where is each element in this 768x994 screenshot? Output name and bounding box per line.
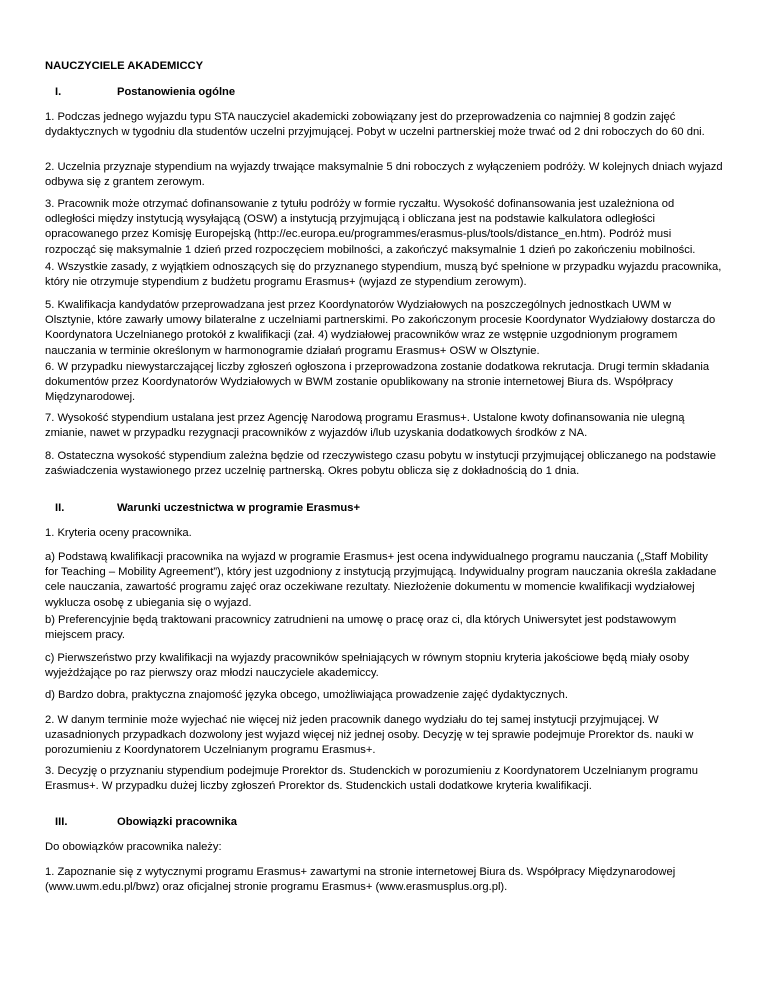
paragraph: a) Podstawą kwalifikacji pracownika na wyjazd w programie Erasmus+ jest ocena indywidualnego programu nauczania („Staff Mobility for Teaching – Mobility Agreement”), który jest uzgodniony z instytucją przyjmującą. Indywidualny program nauczania określa zakładane cele nauczania, zawartość programu zajęć oraz oczekiwane rezultaty. Niezłożenie dokumentu w momencie kwalifikacji wydziałowej wyklucza osobę z ubiegania się o wyjazd. [45,551,717,609]
paragraph: b) Preferencyjnie będą traktowani pracownicy zatrudnieni na umowę o pracę oraz ci, dla których Uniwersytet jest podstawowym miejscem pracy. [45,614,677,642]
paragraph: 8. Ostateczna wysokość stypendium zależna będzie od rzeczywistego czasu pobytu w instytucji przyjmującej obliczanego na podstawie zaświadczenia wystawionego przez uczelnię partnerską. Okres pobytu oblicza się z dokładnością do 1 dnia. [45,450,716,478]
paragraph: Do obowiązków pracownika należy: [45,841,222,853]
paragraph: 5. Kwalifikacja kandydatów przeprowadzana jest przez Koordynatorów Wydziałowych na poszczególnych jednostkach UWM w Olsztynie, które zawarły umowy bilateralne z uczelniami partnerskimi. Po zakończonym procesie Koordynator Wydziałowy dostarcza do Koordynatora Uczelnianego protokół z kwalifikacji (zał. 4) wydziałowej pracowników wraz ze wstępnie uzgodnionym programem nauczania w terminie określonym w harmonogramie działań programu Erasmus+ OSW w Olsztynie. [45,299,716,357]
paragraph: 1. Zapoznanie się z wytycznymi programu Erasmus+ zawartymi na stronie internetowej Biura ds. Współpracy Międzynarodowej (www.uwm.edu.pl/bwz) oraz oficjalnej stronie programu Erasmus+ (www.erasmusplus.org.pl). [45,866,676,894]
section-title: Postanowienia ogólne [117,86,236,98]
document-title: NAUCZYCIELE AKADEMICCY [45,60,204,72]
section-number: III. [55,816,68,828]
paragraph: 1. Kryteria oceny pracownika. [45,527,192,539]
paragraph: 6. W przypadku niewystarczającej liczby zgłoszeń ogłoszona i przeprowadzona zostanie dodatkowa rekrutacja. Drugi termin składania dokumentów przez Koordynatorów Wydziałowych w BWM zostanie opublikowany na stronie internetowej Biura ds. Współpracy Międzynarodowej. [45,361,710,404]
section-title: Warunki uczestnictwa w programie Erasmus+ [117,502,360,514]
paragraph: 4. Wszystkie zasady, z wyjątkiem odnoszących się do przyznanego stypendium, muszą być spełnione w przypadku wyjazdu pracownika, który nie otrzymuje stypendium z budżetu programu Erasmus+ (wyjazd ze stypendium zerowym). [45,261,722,289]
section-number: II. [55,502,65,514]
paragraph: 3. Pracownik może otrzymać dofinansowanie z tytułu podróży w formie ryczałtu. Wysokość dofinansowania jest uzależniona od odległości między instytucją wysyłającą (OSW) a instytucją przyjmującą i obliczana jest na podstawie kalkulatora odległości opracowanego przez Komisję Europejską (http://ec.europa.eu/programmes/erasmus-plus/tools/distance_en.htm). Podróż musi rozpocząć się maksymalnie 1 dzień przed rozpoczęciem mobilności, a zakończyć maksymalnie 1 dzień po zakończeniu mobilności. [45,198,696,256]
section-title: Obowiązki pracownika [117,816,237,828]
paragraph: d) Bardzo dobra, praktyczna znajomość języka obcego, umożliwiająca prowadzenie zajęć dydaktycznych. [45,689,568,701]
paragraph: c) Pierwszeństwo przy kwalifikacji na wyjazdy pracowników spełniających w równym stopniu kryteria jakościowe będą miały osoby wyjeżdżające po raz pierwszy oraz młodzi nauczyciele akademiccy. [45,652,690,680]
paragraph: 2. Uczelnia przyznaje stypendium na wyjazdy trwające maksymalnie 5 dni roboczych z wyłączeniem podróży. W kolejnych dniach wyjazd odbywa się z grantem zerowym. [45,161,723,189]
paragraph: 7. Wysokość stypendium ustalana jest przez Agencję Narodową programu Erasmus+. Ustalone kwoty dofinansowania nie ulegną zmianie, nawet w przypadku rezygnacji pracowników z wyjazdów i/lub uzyskania dodatkowych środków z NA. [45,412,685,440]
paragraph: 1. Podczas jednego wyjazdu typu STA nauczyciel akademicki zobowiązany jest do przeprowadzenia co najmniej 8 godzin zajęć dydaktycznych w tygodniu dla studentów uczelni przyjmującej. Pobyt w uczelni partnerskiej może trwać od 2 dni roboczych do 60 dni. [45,111,705,139]
paragraph: 2. W danym terminie może wyjechać nie więcej niż jeden pracownik danego wydziału do tej samej instytucji przyjmującej. W uzasadnionych przypadkach dozwolony jest wyjazd więcej niż jednej osoby. Decyzję w tej sprawie podejmuje Prorektor ds. nauki w porozumieniu z Koordynatorem Uczelnianym programu Erasmus+. [45,714,694,757]
section-number: I. [55,86,62,98]
paragraph: 3. Decyzję o przyznaniu stypendium podejmuje Prorektor ds. Studenckich w porozumieniu z Koordynatorem Uczelnianym programu Erasmus+. W przypadku dużej liczby zgłoszeń Prorektor ds. Studenckich ustali dodatkowe kryteria kwalifikacji. [45,765,698,793]
